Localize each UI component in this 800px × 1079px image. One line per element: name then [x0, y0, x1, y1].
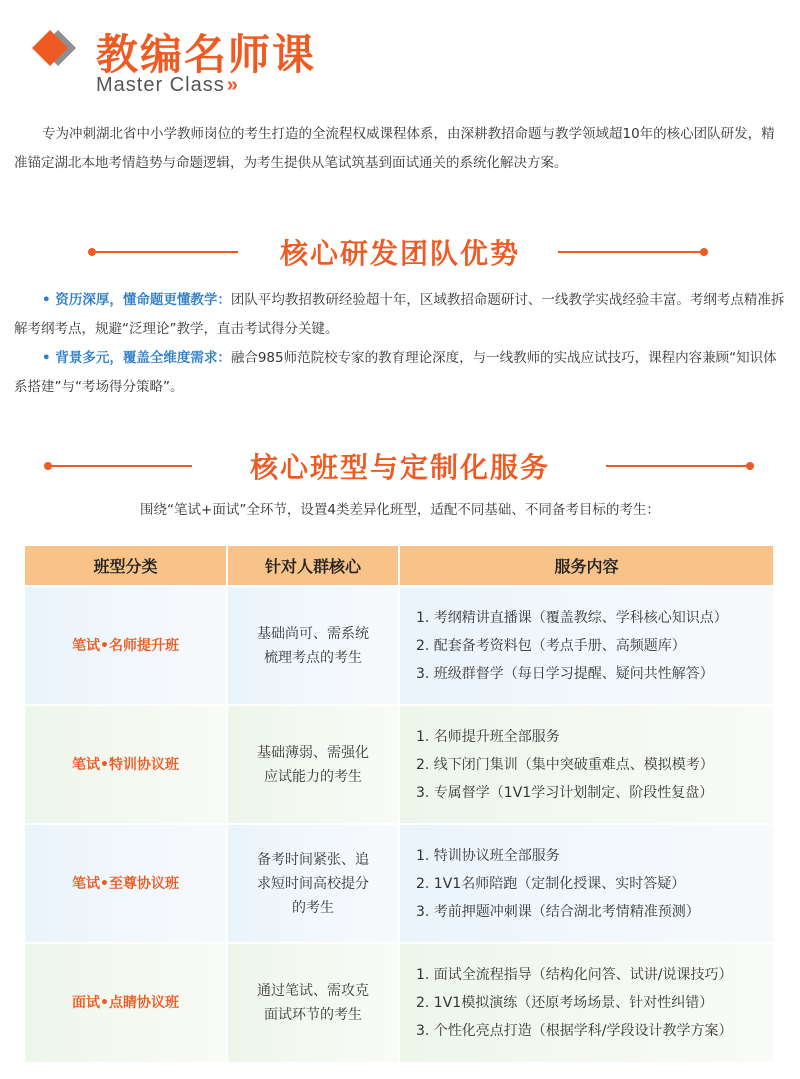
service-item: 3. 考前押题冲刺课（结合湖北考情精准预测）	[416, 903, 700, 920]
table-header-row	[25, 546, 773, 586]
table-row	[25, 824, 773, 943]
section-title-classes: 核心班型与定制化服务	[249, 451, 550, 484]
class-name: 笔试•至尊协议班	[25, 824, 227, 943]
advantage-item	[14, 286, 786, 344]
service-list	[399, 943, 773, 1062]
service-list	[399, 586, 773, 705]
diamond-logo-icon	[22, 26, 86, 70]
service-item: 3. 班级群督学（每日学习提醒、疑问共性解答）	[416, 665, 714, 682]
table-row	[25, 705, 773, 824]
column-header: 班型分类	[25, 546, 227, 586]
target-group: 基础尚可、需系统梳理考点的考生	[227, 586, 399, 705]
service-item: 3. 个性化亮点打造（根据学科/学段设计教学方案）	[416, 1023, 733, 1039]
advantage-text: 融合985师范院校专家的教育理论深度，与一线教师的实战应试技巧，课程内容兼顾“知识体系搭建”与“考场得分策略”。	[14, 350, 777, 395]
service-list	[399, 824, 773, 943]
service-item: 2. 线下闭门集训（集中突破重难点、模拟模考）	[416, 756, 714, 773]
service-item: 1. 特训协议班全部服务	[416, 847, 560, 864]
service-list	[399, 705, 773, 824]
column-header: 针对人群核心	[227, 546, 399, 586]
service-item: 2. 1V1名师陪跑（定制化授课、实时答疑）	[416, 875, 686, 892]
section-heading-classes	[0, 446, 800, 486]
intro-paragraph: 专为冲刺湖北省中小学教师岗位的考生打造的全流程权威课程体系，由深耕教招命题与教学领域超10年的核心团队研发，精准锚定湖北本地考情趋势与命题逻辑，为考生提供从笔试筑基到面试通关的系统化解决方案。	[14, 126, 775, 171]
advantage-text: 团队平均教招教研经验超十年，区域教招命题研讨、一线教学实战经验丰富。考纲考点精准拆解考纲考点，规避“泛理论”教学，直击考试得分关键。	[14, 292, 785, 337]
classes-lead-text: 围绕“笔试+面试”全环节，设置4类差异化班型，适配不同基础、不同备考目标的考生：	[140, 502, 660, 518]
class-table	[25, 546, 773, 1062]
table-row	[25, 586, 773, 705]
heading-line-right	[606, 465, 750, 467]
service-item: 1. 考纲精讲直播课（覆盖教综、学科核心知识点）	[416, 609, 728, 626]
service-item: 2. 1V1模拟演练（还原考场场景、针对性纠错）	[416, 995, 714, 1011]
heading-dot-right	[700, 248, 708, 256]
heading-line-right	[558, 251, 704, 253]
team-advantages	[14, 286, 786, 402]
page-title: 教编名师课	[96, 30, 317, 79]
class-name: 笔试•名师提升班	[25, 586, 227, 705]
section-heading-team	[0, 232, 800, 272]
class-name: 面试•点睛协议班	[25, 943, 227, 1062]
page-header	[22, 18, 422, 98]
class-name: 笔试•特训协议班	[25, 705, 227, 824]
service-item: 1. 名师提升班全部服务	[416, 728, 560, 745]
column-header: 服务内容	[399, 546, 773, 586]
page-subtitle	[96, 74, 239, 97]
advantage-highlight: • 资历深厚，懂命题更懂教学：	[42, 292, 231, 308]
service-item: 3. 专属督学（1V1学习计划制定、阶段性复盘）	[416, 784, 714, 801]
heading-dot-right	[746, 462, 754, 470]
target-group: 基础薄弱、需强化应试能力的考生	[227, 705, 399, 824]
section-title-team: 核心研发团队优势	[279, 237, 520, 270]
service-item: 2. 配套备考资料包（考点手册、高频题库）	[416, 637, 686, 654]
chevron-right-icon: »	[226, 74, 239, 96]
advantage-item	[14, 344, 786, 402]
service-item: 1. 面试全流程指导（结构化问答、试讲/说课技巧）	[416, 967, 733, 983]
advantage-highlight: • 背景多元，覆盖全维度需求：	[42, 350, 231, 366]
target-group: 备考时间紧张、追求短时间高校提分的考生	[227, 824, 399, 943]
table-row	[25, 943, 773, 1062]
subtitle-text: Master Class	[96, 74, 225, 96]
target-group: 通过笔试、需攻克面试环节的考生	[227, 943, 399, 1062]
